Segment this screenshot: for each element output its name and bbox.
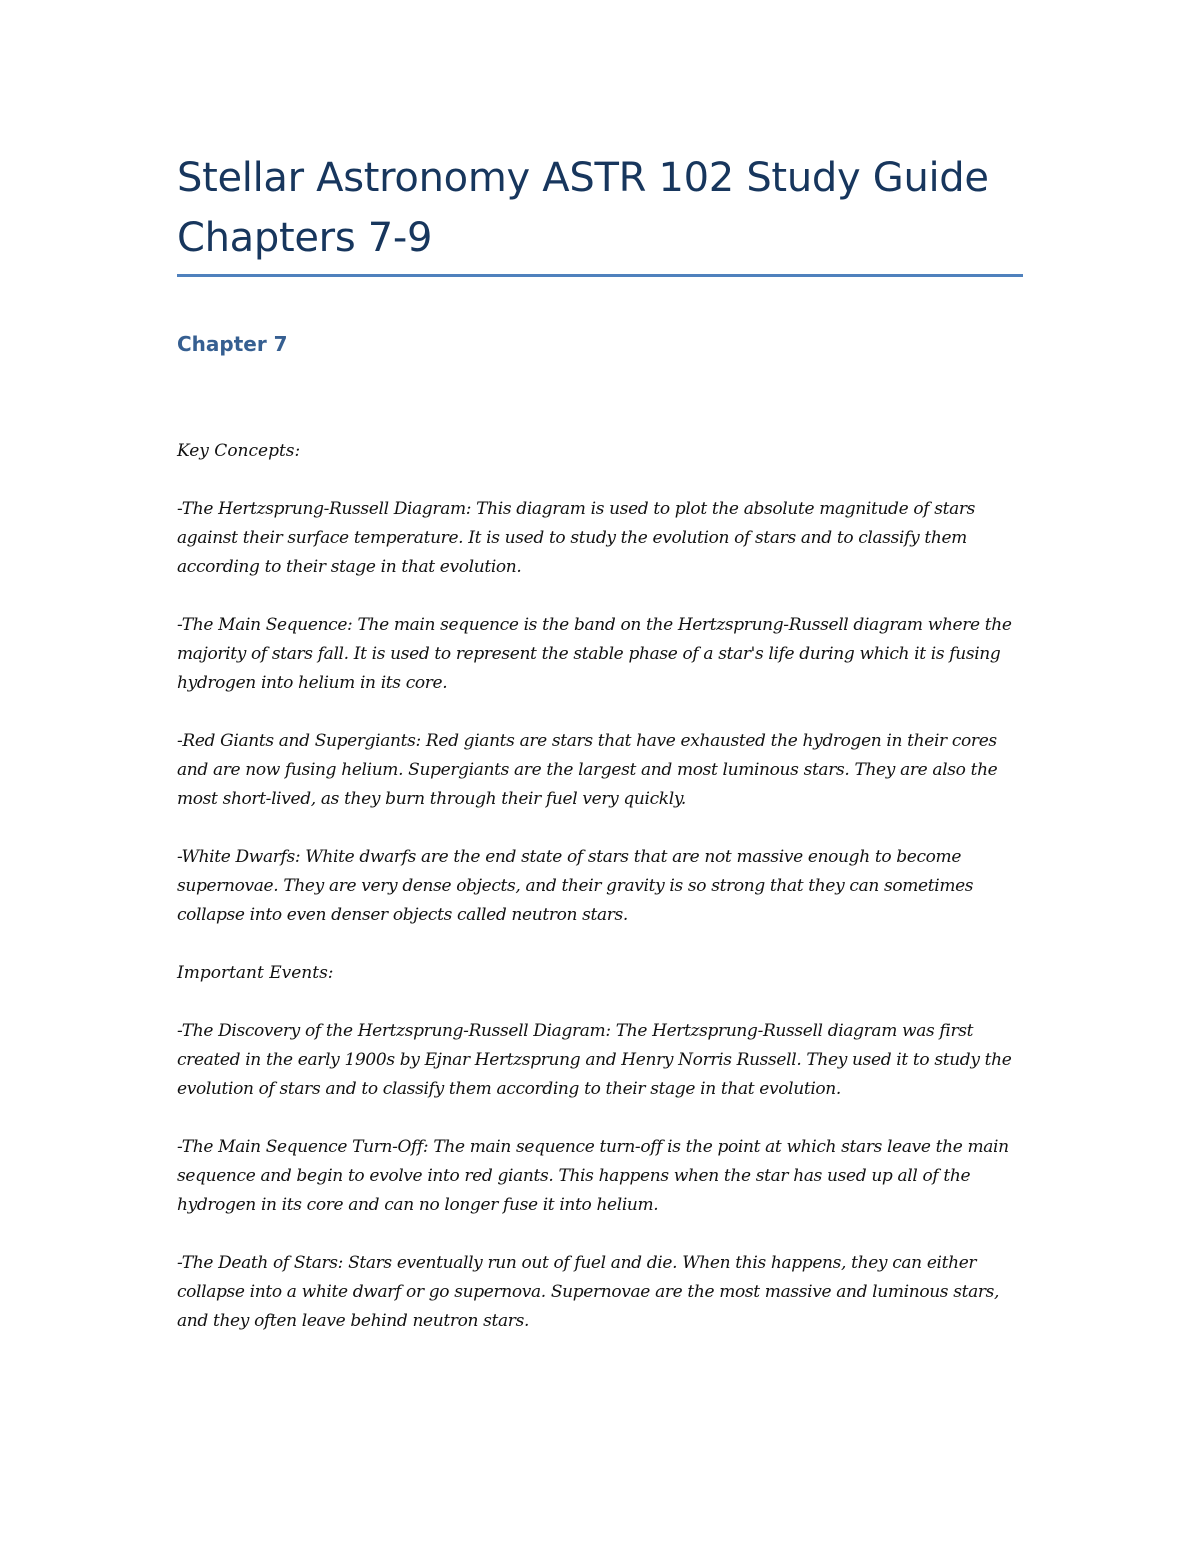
event-hr-diagram-discovery: -The Discovery of the Hertzsprung-Russell Diagram: The Hertzsprung-Russell diagram was first created in the early 1900s by Ejnar Hertzsprung and Henry Norris Russell. They used it to study the evolution of stars and to classify them according to their stage in that evolution. — [177, 1021, 1012, 1099]
event-death-of-stars: -The Death of Stars: Stars eventually run out of fuel and die. When this happens, they can either collapse into a white dwarf or go supernova. Supernovae are the most massive and luminous stars, and they often leave behind neutron stars. — [177, 1253, 1000, 1331]
key-concept-red-giants: -Red Giants and Supergiants: Red giants are stars that have exhausted the hydrogen in their cores and are now fusing helium. Supergiants are the largest and most luminous stars. They are also the most short-lived, as they burn through their fuel very quickly. — [177, 731, 998, 809]
key-concepts-label: Key Concepts: — [177, 441, 301, 461]
key-concept-hr-diagram: -The Hertzsprung-Russell Diagram: This diagram is used to plot the absolute magnitude of stars against their surface temperature. It is used to study the evolution of stars and to classify them according to their stage in that evolution. — [177, 499, 976, 577]
document-title: Stellar Astronomy ASTR 102 Study Guide Chapters 7-9 — [177, 155, 989, 261]
key-concept-main-sequence: -The Main Sequence: The main sequence is the band on the Hertzsprung-Russell diagram where the majority of stars fall. It is used to represent the stable phase of a star's life during which it is fusing hydrogen into helium in its core. — [177, 615, 1012, 693]
chapter-heading: Chapter 7 — [177, 332, 288, 356]
important-events-label: Important Events: — [177, 963, 334, 983]
event-main-sequence-turnoff: -The Main Sequence Turn-Off: The main sequence turn-off is the point at which stars leave the main sequence and begin to evolve into red giants. This happens when the star has used up all of the hydrogen in its core and can no longer fuse it into helium. — [177, 1137, 1009, 1215]
title-underline-rule — [177, 274, 1023, 277]
key-concept-white-dwarfs: -White Dwarfs: White dwarfs are the end state of stars that are not massive enough to become supernovae. They are very dense objects, and their gravity is so strong that they can sometimes collapse into even denser objects called neutron stars. — [177, 847, 974, 925]
document-content — [177, 148, 1023, 1336]
